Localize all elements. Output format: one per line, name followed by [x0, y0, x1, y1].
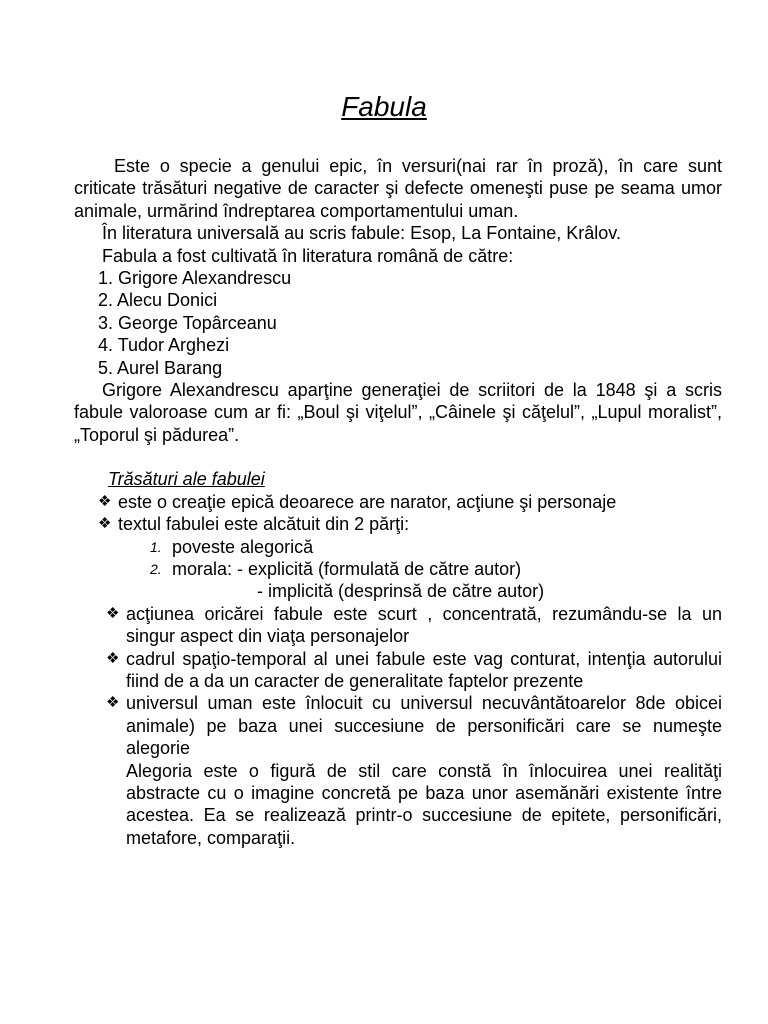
- feature-text: este o creaţie epică deoarece are narator, acţiune şi personaje: [118, 491, 617, 512]
- spacer: [74, 446, 722, 468]
- document-body: [74, 155, 722, 849]
- romanian-intro-paragraph: Fabula a fost cultivată în literatura română de către:: [102, 245, 514, 266]
- universal-paragraph: În literatura universală au scris fabule: Esop, La Fontaine, Krâlov.: [102, 223, 621, 244]
- parts-list: [74, 536, 722, 603]
- page-title: Fabula: [341, 91, 427, 122]
- list-number: 2.: [150, 560, 162, 577]
- allegory-paragraph: Alegoria este o figură de stil care constă în înlocuirea unei realităţi abstracte cu o imagine concretă pe baza unor asemănări existente între acestea. Ea se realizează printr-o succesiune de epitete, personificări, metafore, comparaţii.: [126, 760, 722, 848]
- list-item: [74, 558, 722, 580]
- intro-paragraph: Este o specie a genului epic, în versuri(nai rar în proză), în care sunt criticate trăsături negative de caracter şi defecte omeneşti puse pe seama umor animale, urmărind îndreptarea comportamentului uman.: [74, 156, 722, 221]
- alexandrescu-paragraph: Grigore Alexandrescu aparţine generaţiei de scriitori de la 1848 şi a scris fabule valoroase cum ar fi: „Boul şi viţelul”, „Câinele şi căţelul”, „Lupul moralist”, „Toporul şi pădurea”.: [74, 380, 722, 445]
- list-item: [74, 692, 722, 759]
- features-list: [74, 491, 722, 536]
- authors-list: [98, 267, 722, 379]
- feature-text: cadrul spaţio-temporal al unei fabule este vag conturat, intenţia autorului fiind de a da un caracter de generalitate faptelor prezente: [126, 648, 722, 691]
- feature-text: acţiunea oricărei fabule este scurt , concentrată, rezumându-se la un singur aspect din viaţa personajelor: [126, 603, 722, 647]
- list-item: [74, 536, 722, 558]
- features-heading: Trăsături ale fabulei: [108, 469, 265, 490]
- part-text: morala: - explicită (formulată de către autor): [172, 558, 522, 579]
- features-list-2: [74, 603, 722, 760]
- bullet-diamond-icon: ❖: [106, 649, 120, 667]
- list-item: [74, 513, 722, 535]
- bullet-diamond-icon: ❖: [98, 515, 112, 533]
- list-item: 2. Alecu Donici: [98, 290, 218, 311]
- feature-text: textul fabulei este alcătuit din 2 părţi:: [118, 514, 410, 535]
- list-item-continuation: - implicită (desprinsă de către autor): [257, 581, 545, 602]
- bullet-diamond-icon: ❖: [106, 694, 120, 712]
- list-item: [74, 491, 722, 513]
- list-item: 1. Grigore Alexandrescu: [98, 268, 292, 289]
- list-item: [74, 648, 722, 693]
- list-item: 5. Aurel Barang: [98, 357, 223, 378]
- list-item: [74, 603, 722, 648]
- part-text: poveste alegorică: [172, 536, 314, 557]
- list-item: 3. George Topârceanu: [98, 312, 277, 333]
- list-number: 1.: [150, 538, 162, 555]
- bullet-diamond-icon: ❖: [106, 604, 120, 622]
- feature-text: universul uman este înlocuit cu universul necuvântătoarelor 8de obicei animale) pe baza unei succesiune de personificări care se numeşte alegorie: [126, 693, 722, 759]
- bullet-diamond-icon: ❖: [98, 492, 112, 510]
- list-item: 4. Tudor Arghezi: [98, 335, 230, 356]
